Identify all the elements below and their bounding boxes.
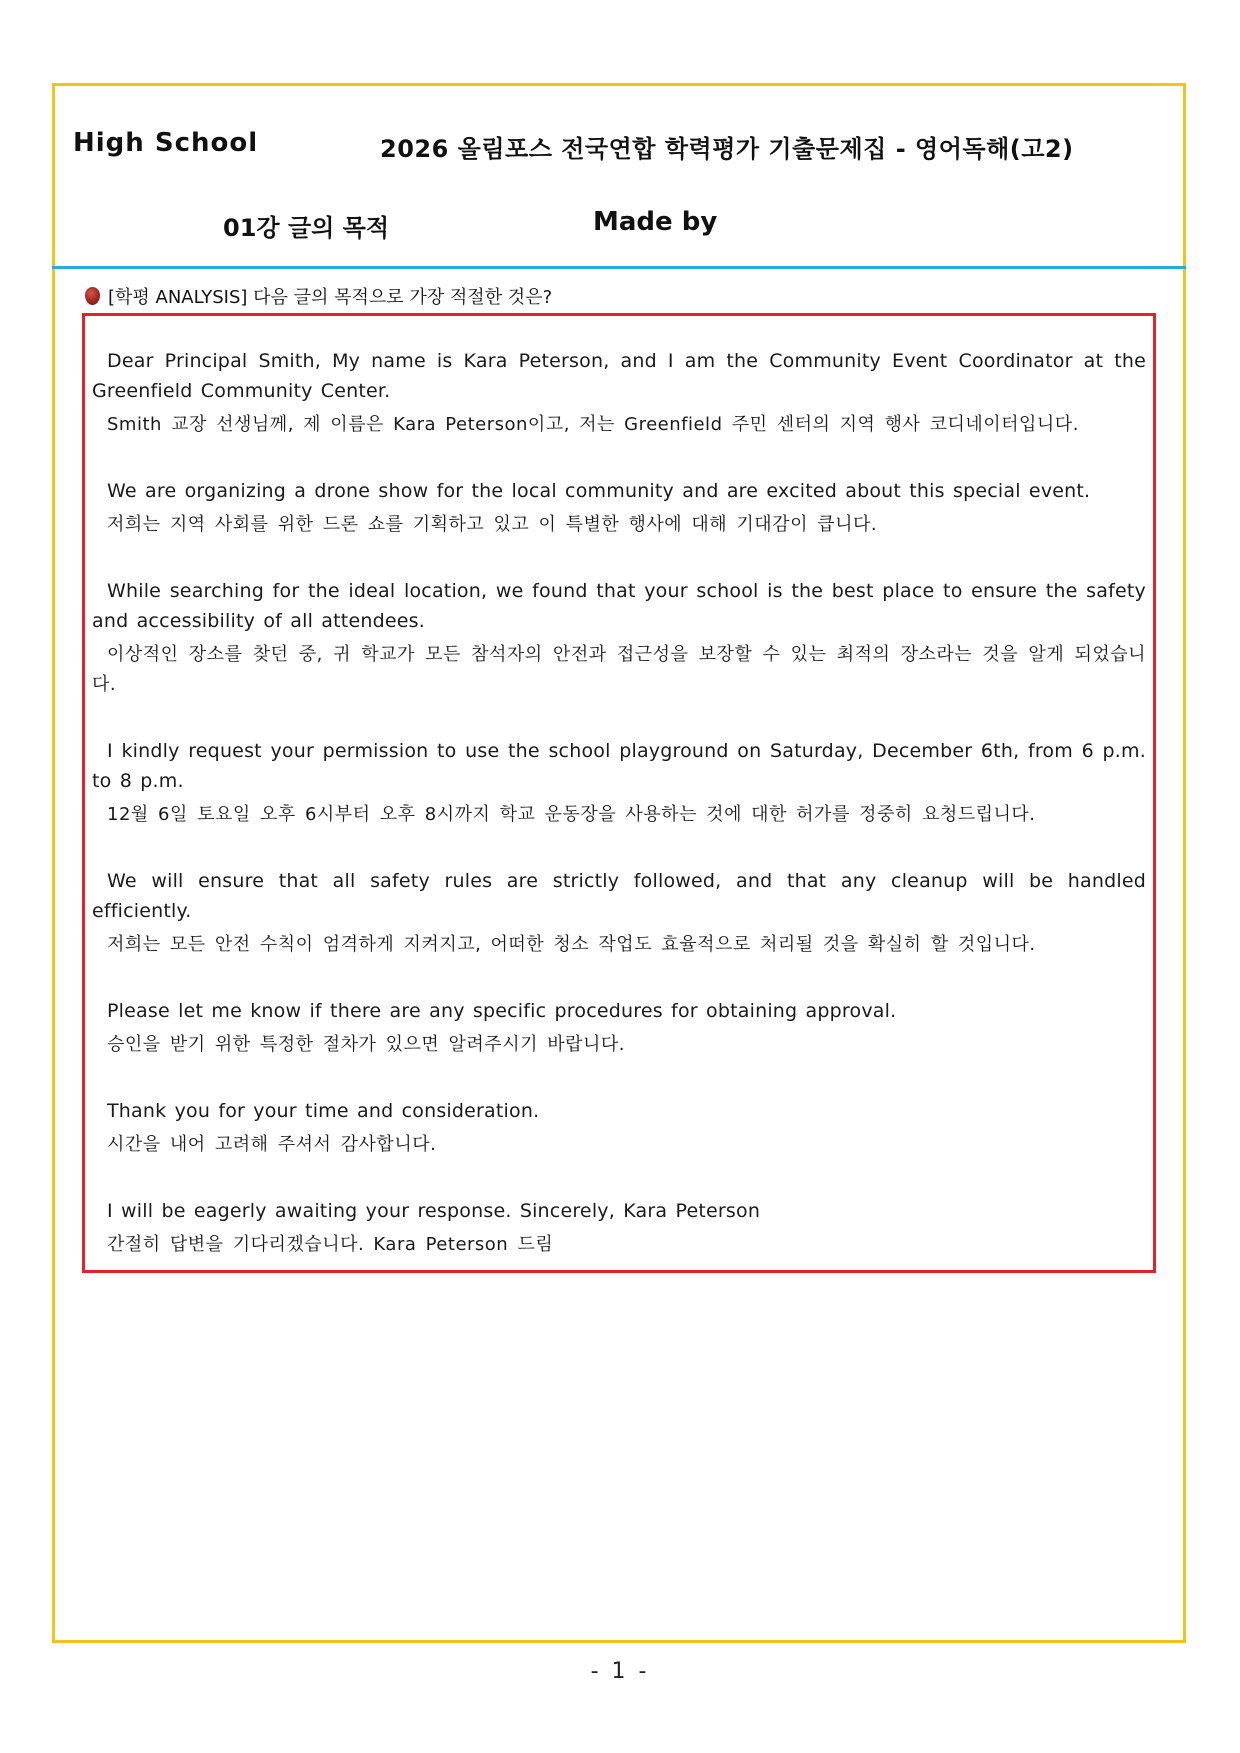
lesson-title: 01강 글의 목적 (223, 214, 390, 242)
made-by-label: Made by (593, 207, 718, 237)
english-sentence: Please let me know if there are any specific procedures for obtaining approval. (107, 1000, 897, 1022)
passage-paragraph (92, 346, 1146, 440)
passage-paragraph (92, 996, 1146, 1060)
korean-translation: 저희는 모든 안전 수칙이 엄격하게 지켜지고, 어떠한 청소 작업도 효율적으로 처리될 것을 확실히 할 것입니다. (107, 934, 1036, 955)
korean-translation: 이상적인 장소를 찾던 중, 귀 학교가 모든 참석자의 안전과 접근성을 보장할 수 있는 최적의 장소라는 것을 알게 되었습니다. (92, 644, 1146, 695)
document-title: 2026 올림포스 전국연합 학력평가 기출문제집 - 영어독해(고2) (380, 135, 1074, 163)
question-text: [학평 ANALYSIS] 다음 글의 목적으로 가장 적절한 것은? (108, 287, 553, 308)
english-sentence: I kindly request your permission to use the school playground on Saturday, December 6th, from 6 p.m. to 8 p.m. (92, 740, 1146, 792)
passage-paragraph (92, 736, 1146, 830)
passage-paragraph (92, 1196, 1146, 1260)
passage (92, 346, 1146, 1296)
korean-translation: 시간을 내어 고려해 주셔서 감사합니다. (107, 1134, 437, 1155)
passage-paragraph (92, 476, 1146, 540)
korean-translation: 저희는 지역 사회를 위한 드론 쇼를 기획하고 있고 이 특별한 행사에 대해 기대감이 큽니다. (107, 514, 878, 535)
header-divider (52, 266, 1186, 269)
page-number: - 1 - (590, 1659, 650, 1684)
english-sentence: We will ensure that all safety rules are strictly followed, and that any cleanup will be handled efficiently. (92, 870, 1146, 922)
passage-paragraph (92, 1096, 1146, 1160)
question-prompt (83, 283, 552, 309)
english-sentence: While searching for the ideal location, we found that your school is the best place to ensure the safety and accessibility of all attendees. (92, 580, 1146, 632)
korean-translation: Smith 교장 선생님께, 제 이름은 Kara Peterson이고, 저는 Greenfield 주민 센터의 지역 행사 코디네이터입니다. (107, 414, 1079, 435)
passage-paragraph (92, 866, 1146, 960)
english-sentence: Thank you for your time and consideration. (107, 1100, 540, 1122)
english-sentence: I will be eagerly awaiting your response. Sincerely, Kara Peterson (107, 1200, 761, 1222)
english-sentence: Dear Principal Smith, My name is Kara Peterson, and I am the Community Event Coordinator at the Greenfield Community Center. (92, 350, 1146, 402)
korean-translation: 12월 6일 토요일 오후 6시부터 오후 8시까지 학교 운동장을 사용하는 것에 대한 허가를 정중히 요청드립니다. (107, 804, 1036, 825)
passage-paragraph (92, 576, 1146, 700)
korean-translation: 승인을 받기 위한 특정한 절차가 있으면 알려주시기 바랍니다. (107, 1034, 625, 1055)
strawberry-bullet-icon (85, 287, 100, 305)
school-label: High School (73, 128, 259, 158)
korean-translation: 간절히 답변을 기다리겠습니다. Kara Peterson 드림 (107, 1234, 554, 1255)
english-sentence: We are organizing a drone show for the local community and are excited about this special event. (107, 480, 1091, 502)
